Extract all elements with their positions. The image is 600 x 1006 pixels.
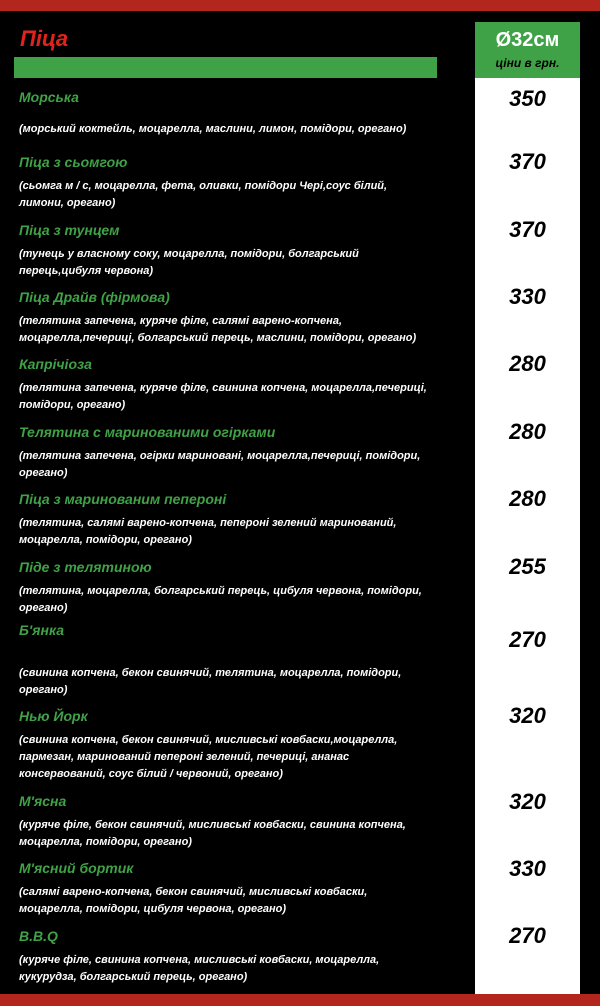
item-description: (салямі варено-копчена, бекон свинячий, мисливські ковбаски, моцарелла, помідори, цибуля червона, орегано) [19,886,368,915]
item-price: 370 [509,217,546,242]
item-price: 270 [509,627,546,652]
menu-title: Піца [20,26,69,51]
item-price: 330 [509,284,546,309]
item-price: 320 [509,703,546,728]
item-price: 350 [509,86,546,111]
item-price: 320 [509,789,546,814]
item-price: 280 [509,351,546,376]
item-name: М'ясний бортик [19,860,134,876]
item-price: 280 [509,486,546,511]
item-name: Піца з тунцем [19,222,120,238]
item-price: 330 [509,856,546,881]
item-description: (телятина запечена, огірки мариновані, моцарелла,печериці, помідори, орегано) [19,450,421,479]
item-name: Піца з сьомгою [19,154,128,170]
top-border [0,0,600,11]
item-name: Нью Йорк [19,708,88,724]
item-description: (телятина, салямі варено-копчена, пепероні зелений маринований, моцарелла, помідори, орегано) [19,517,397,546]
item-description: (телятина запечена, куряче філе, свинина копчена, моцарелла,печериці, помідори, орегано) [19,382,427,411]
title-underline-bar [14,57,437,78]
item-description: (куряче філе, свинина копчена, мисливські ковбаски, моцарелла, кукурудза, болгарський перець, орегано) [19,954,380,983]
item-price: 270 [509,923,546,948]
item-name: Піде з телятиною [19,559,152,575]
item-description: (телятина, моцарелла, болгарський перець, цибуля червона, помідори, орегано) [19,585,422,614]
item-price: 280 [509,419,546,444]
item-description: (телятина запечена, куряче філе, салямі варено-копчена, моцарелла,печериці, болгарський перець, маслини, помідори, орегано) [19,315,417,344]
item-name: Морська [19,89,79,105]
item-name: М'ясна [19,793,67,809]
item-name: Телятина с маринованими огірками [19,424,276,440]
item-description: (куряче філе, бекон свинячий, мисливські ковбаски, свинина копчена, моцарелла, помідори, орегано) [19,819,406,848]
item-name: Б'янка [19,622,64,638]
item-description: (свинина копчена, бекон свинячий, телятина, моцарелла, помідори, орегано) [19,667,402,696]
currency-note: ціни в грн. [495,56,560,70]
item-price: 370 [509,149,546,174]
item-description: (свинина копчена, бекон свинячий, мисливські ковбаски,моцарелла, пармезан, маринований пепероні зелений, печериці, ананас консервований, соус білий / червоний, орегано) [19,734,398,780]
price-header [475,22,580,78]
item-name: B.B.Q [19,928,58,944]
item-name: Піца з маринованим пепероні [19,491,227,507]
item-description: (тунець у власному соку, моцарелла, помідори, болгарський перець,цибуля червона) [19,248,359,277]
item-price: 255 [509,554,546,579]
item-name: Піца Драйв (фірмова) [19,289,170,305]
item-description: (сьомга м / с, моцарелла, фета, оливки, помідори Черi,соус білий, лимони, орегано) [19,180,388,209]
item-description: (морський коктейль, моцарелла, маслини, лимон, помідори, орегано) [19,123,407,135]
size-label: Ø32см [495,29,560,51]
bottom-border [0,994,600,1006]
item-name: Капрічіоза [19,356,92,372]
